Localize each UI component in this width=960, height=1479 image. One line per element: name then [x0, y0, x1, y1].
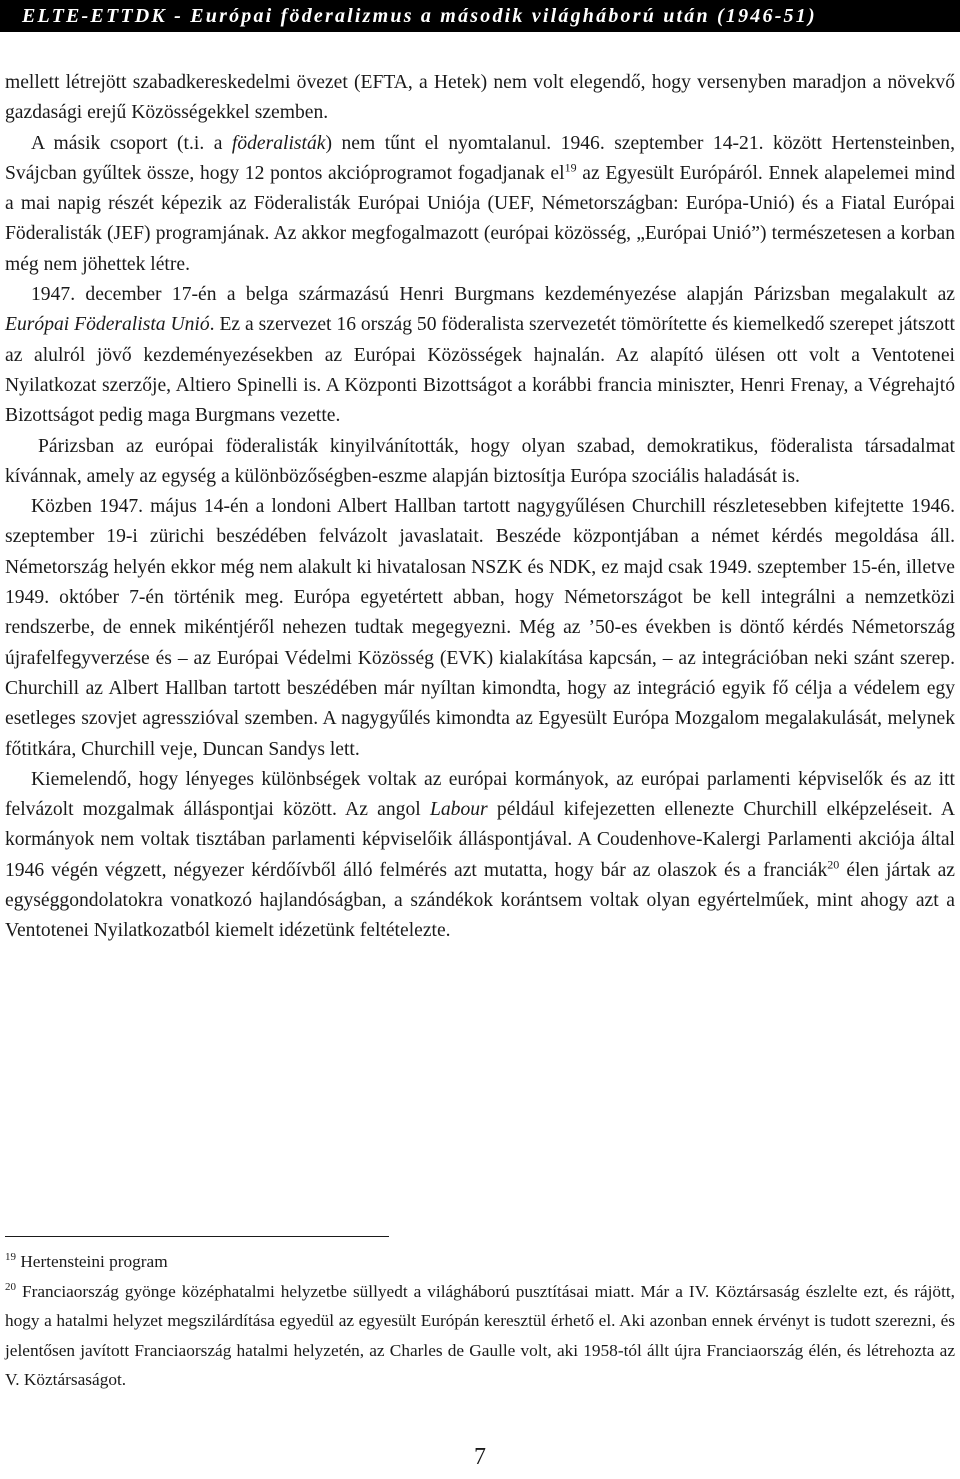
- paragraph-6: Kiemelendő, hogy lényeges különbségek voltak az európai kormányok, az európai parlamenti képviselők és az itt felvázolt mozgalmak álláspontjai között. Az angol Labour például kifejezetten ellenezte Churchill elképzeléseit. A kormányok nem voltak tisztában parlamenti képviselőik álláspontjával. A Coudenhove-Kalergi Parlamenti akciója által 1946 végén végzett, négyezer kérdőívből álló felmérés azt mutatta, hogy bár az olaszok és a franciák$^{20}$ élen jártak az egységgondolatokra vonatkozó hajlandóságban, a szándékok korántsem voltak olyan egyértelműek, mint ahogy azt a Ventotenei Nyilatkozatból kiemelt idézetünk feltételezte.: [5, 768, 955, 942]
- emphasis-federalists: föderalisták: [231, 132, 326, 154]
- running-header: [0, 0, 960, 32]
- page-number: 7: [474, 1444, 486, 1470]
- footnote-19: $^{19}$ Hertensteini program: [5, 1251, 168, 1271]
- paragraph-5: Közben 1947. május 14-én a londoni Albert Hallban tartott nagygyűlésen Churchill részletesebben kifejtette 1946. szeptember 19-i zürichi beszédében felvázolt javaslatait. Beszéde központjában a német kérdés megoldása áll. Németország helyén ekkor még nem alakult ki hivatalosan NSZK és NDK, ez majd csak 1949. szeptember 15-én, illetve 1949. október 7-én történik meg. Európa egyetértett abban, hogy Németországot be kell integrálni a nemzetközi rendszerbe, de ennek mikéntjéről nehezen tudtak megegyezni. Még az ’50-es években is döntő kérdés Németország újrafelfegyverzése és – az Európai Védelmi Közösség (EVK) kialakítása kapcsán, – az integrációban neki szánt szerep. Churchill az Albert Hallban tartott beszédében már nyíltan kimondta, hogy az integráció egyik fő célja a védelem egy esetleges szovjet agresszióval szemben. A nagygyűlés kimondta az Egyesült Európa Mozgalom megalakulását, melynek főtitkára, Churchill veje, Duncan Sandys lett.: [5, 496, 955, 760]
- paragraph-2: A másik csoport (t.i. a föderalisták) nem tűnt el nyomtalanul. 1946. szeptember 14-21. között Hertensteinben, Svájcban gyűltek össze, hogy 12 pontos akcióprogramot fogadjanak $el^{19}$ az Egyesült Európáról. Ennek alapelemei mind a mai napig részét képezik az Föderalisták Európai Uniója (UEF, Németországban: Európa-Unió) és a Fiatal Európai Föderalisták (JEF) programjának. Az akkor megfogalmazott (európai közösség, „Európai Unió”) természetesen a korban még nem jöhettek létre.: [5, 132, 955, 275]
- emphasis-efu: Európai Föderalista Unió: [5, 314, 210, 336]
- emphasis-labour: Labour: [429, 799, 488, 821]
- paragraph-4: Párizsban az európai föderalisták kinyilvánították, hogy olyan szabad, demokratikus, föderalista társadalmat kívánnak, amely az egység a különbözőségben-eszme alapján biztosítja Európa szociális haladását is.: [5, 435, 955, 487]
- footnote-19-mark: 19: [5, 1251, 16, 1264]
- body-text: [5, 68, 955, 947]
- footnote-ref-19[interactable]: 19: [564, 160, 577, 175]
- header-title: ELTE-ETTDK - Európai föderalizmus a második világháború után (1946-51): [22, 5, 817, 27]
- footnote-separator: [5, 1236, 389, 1237]
- footnotes: [5, 1247, 955, 1395]
- paragraph-3: 1947. december 17-én a belga származású Henri Burgmans kezdeményezése alapján Párizsban megalakult az Európai Föderalista Unió. Ez a szervezet 16 ország 50 föderalista szervezetét tömörítette és kiemelkedő szerepet játszott az alulról jövő kezdeményezésekben az Európai Közösségek hajnalán. Az alapító ülésen ott volt a Ventotenei Nyilatkozat szerzője, Altiero Spinelli is. A Központi Bizottságot a korábbi francia miniszter, Henri Frenay, a Végrehajtó Bizottságot pedig maga Burgmans vezette.: [5, 284, 955, 427]
- footnote-ref-20[interactable]: 20: [827, 857, 840, 872]
- paragraph-1: mellett létrejött szabadkereskedelmi övezet (EFTA, a Hetek) nem volt elegendő, hogy versenyben maradjon a növekvő gazdasági erejű Közösségekkel szemben.: [5, 72, 955, 124]
- footnote-20-mark: 20: [5, 1280, 16, 1293]
- footnote-20: $^{20}$ Franciaország gyönge középhatalmi helyzetbe süllyedt a világháború pusztításai miatt. Már a IV. Köztársaság észlelte ezt, és rájött, hogy a hatalmi helyzet megszilárdítása egyedül az egyesült Európán keresztül érhető el. Aki azonban ennek érvényt is tudott szerezni, és jelentősen javított Franciaország hatalmi helyzetén, az Charles de Gaulle volt, aki 1958-tól állt újra Franciaország élén, és létrehozta az V. Köztársaságot.: [5, 1280, 955, 1390]
